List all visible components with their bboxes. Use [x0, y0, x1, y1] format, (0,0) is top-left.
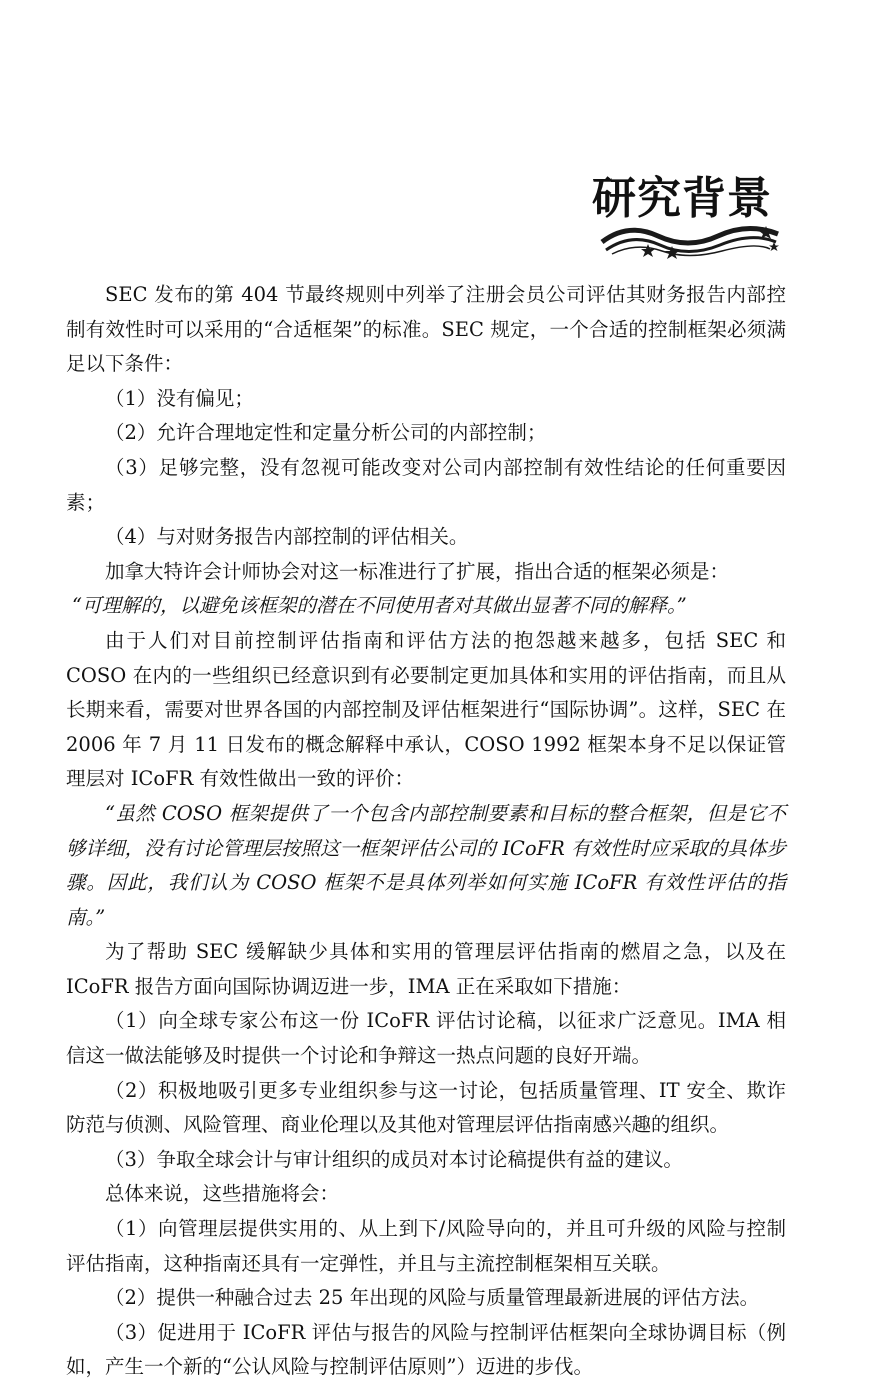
- list-item: （2）积极地吸引更多专业组织参与这一讨论，包括质量管理、IT 安全、欺诈防范与侦测、风险管理、商业伦理以及其他对管理层评估指南感兴趣的组织。: [66, 1078, 786, 1137]
- section-title: 研究背景: [592, 173, 772, 224]
- paragraph: 加拿大特许会计师协会对这一标准进行了扩展，指出合适的框架必须是：: [105, 559, 730, 583]
- list-item: （4）与对财务报告内部控制的评估相关。: [105, 525, 469, 549]
- paragraph: SEC 发布的第 404 节最终规则中列举了注册会员公司评估其财务报告内部控制有效性时可以采用的“合适框架”的标准。SEC 规定，一个合适的控制框架必须满足以下条件：: [66, 283, 786, 376]
- quotation: “可理解的，以避免该框架的潜在不同使用者对其做出显著不同的解释。”: [72, 594, 687, 618]
- list-item: （2）允许合理地定性和定量分析公司的内部控制；: [105, 421, 547, 445]
- paragraph: 为了帮助 SEC 缓解缺少具体和实用的管理层评估指南的燃眉之急，以及在 ICoFR 报告方面向国际协调迈进一步，IMA 正在采取如下措施：: [66, 940, 786, 998]
- paragraph: 总体来说，这些措施将会：: [105, 1182, 340, 1206]
- list-item: （1）向全球专家公布这一份 ICoFR 评估讨论稿，以征求广泛意见。IMA 相信这一做法能够及时提供一个讨论和争辩这一热点问题的良好开端。: [66, 1009, 786, 1068]
- list-item: （1）没有偏见；: [105, 386, 254, 410]
- wave-star-ornament-icon: [598, 220, 782, 260]
- list-item: （3）促进用于 ICoFR 评估与报告的风险与控制评估框架向全球协调目标（例如，产生一个新的“公认风险与控制评估原则”）迈进的步伐。: [66, 1320, 786, 1379]
- paragraph: 由于人们对目前控制评估指南和评估方法的抱怨越来越多，包括 SEC 和 COSO 在内的一些组织已经意识到有必要制定更加具体和实用的评估指南，而且从长期来看，需要对世界各国的内部控制及评估框架进行“国际协调”。这样，SEC 在 2006 年 7 月 11 日发布的概念解释中承认，COSO 1992 框架本身不足以保证管理层对 ICoFR 有效性做出一致的评价：: [66, 628, 786, 791]
- body-text: [66, 278, 786, 1385]
- list-item: （1）向管理层提供实用的、从上到下/风险导向的，并且可升级的风险与控制评估指南，这种指南还具有一定弹性，并且与主流控制框架相互关联。: [66, 1217, 786, 1275]
- section-heading: [592, 162, 792, 262]
- quotation: “虽然 COSO 框架提供了一个包含内部控制要素和目标的整合框架，但是它不够详细，没有讨论管理层按照这一框架评估公司的 ICoFR 有效性时应采取的具体步骤。因此，我们认为 COSO 框架不是具体列举如何实施 ICoFR 有效性评估的指南。”: [66, 801, 786, 929]
- list-item: （2）提供一种融合过去 25 年出现的风险与质量管理最新进展的评估方法。: [105, 1286, 760, 1310]
- list-item: （3）足够完整，没有忽视可能改变对公司内部控制有效性结论的任何重要因素；: [66, 455, 786, 514]
- list-item: （3）争取全球会计与审计组织的成员对本讨论稿提供有益的建议。: [105, 1147, 683, 1171]
